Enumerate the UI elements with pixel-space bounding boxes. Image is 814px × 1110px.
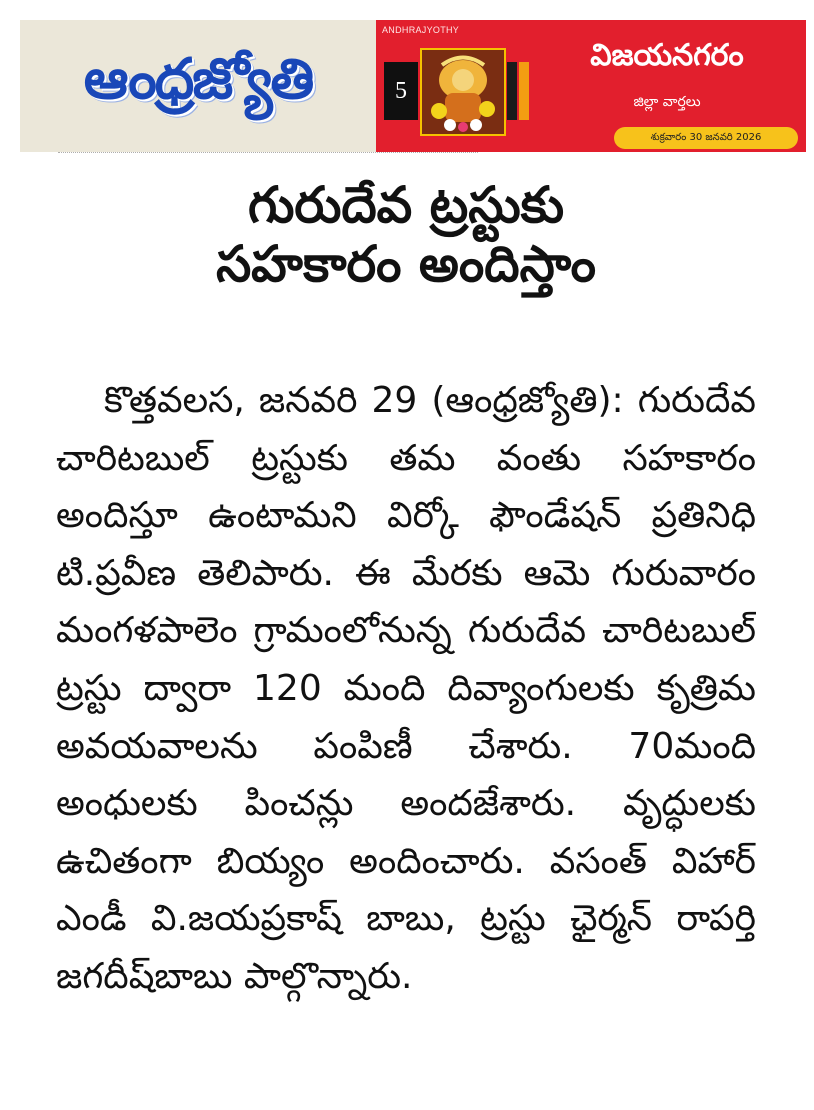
- headline-line-1: గురుదేవ ట్రస్టుకు: [247, 176, 565, 234]
- masthead-accent-dark: [507, 62, 517, 120]
- deity-image-icon: [422, 50, 504, 134]
- page-number: 5: [384, 62, 418, 120]
- clipping-edge-line: [58, 152, 478, 163]
- article-body: కొత్తవలస, జనవరి 29 (ఆంధ్రజ్యోతి): గురుదేవ చారిటబుల్ ట్రస్టుకు తమ వంతు సహకారం అందిస్తూ ఉంటామని విర్కో ఫౌండేషన్ ప్రతినిధి టి.ప్రవీణ తెలిపారు. ఈ మేరకు ఆమె గురువారం మంగళపాలెం గ్రామంలోనున్న గురుదేవ చారిటబుల్ ట్రస్టు ద్వారా 120 మంది దివ్యాంగులకు కృత్రిమ అవయవాలను పంపిణీ చేశారు. 70మంది అంధులకు పించన్లు అందజేశారు. వృద్ధులకు ఉచితంగా బియ్యం అందించారు. వసంత్ విహార్ ఎండీ వి.జయప్రకాష్ బాబు, ట్రస్టు ఛైర్మన్ రాపర్తి జగదీష్‌బాబు పాల్గొన్నారు.: [56, 380, 756, 997]
- brand-panel: [20, 20, 376, 152]
- deity-photo: [420, 48, 506, 136]
- newspaper-masthead: [20, 20, 806, 152]
- headline-line-2: సహకారం అందిస్తాం: [216, 235, 596, 293]
- edition-title: విజయనగరం: [590, 38, 744, 73]
- publication-date: శుక్రవారం 30 జనవరి 2026: [614, 127, 798, 149]
- newspaper-logo: ఆంధ్రజ్యోతి: [83, 46, 313, 112]
- article-headline: [96, 176, 716, 294]
- masthead-accent-orange: [519, 62, 529, 120]
- edition-panel: [376, 20, 806, 152]
- site-name: ANDHRAJYOTHY: [382, 25, 460, 35]
- edition-subtitle: జిల్లా వార్తలు: [633, 94, 701, 110]
